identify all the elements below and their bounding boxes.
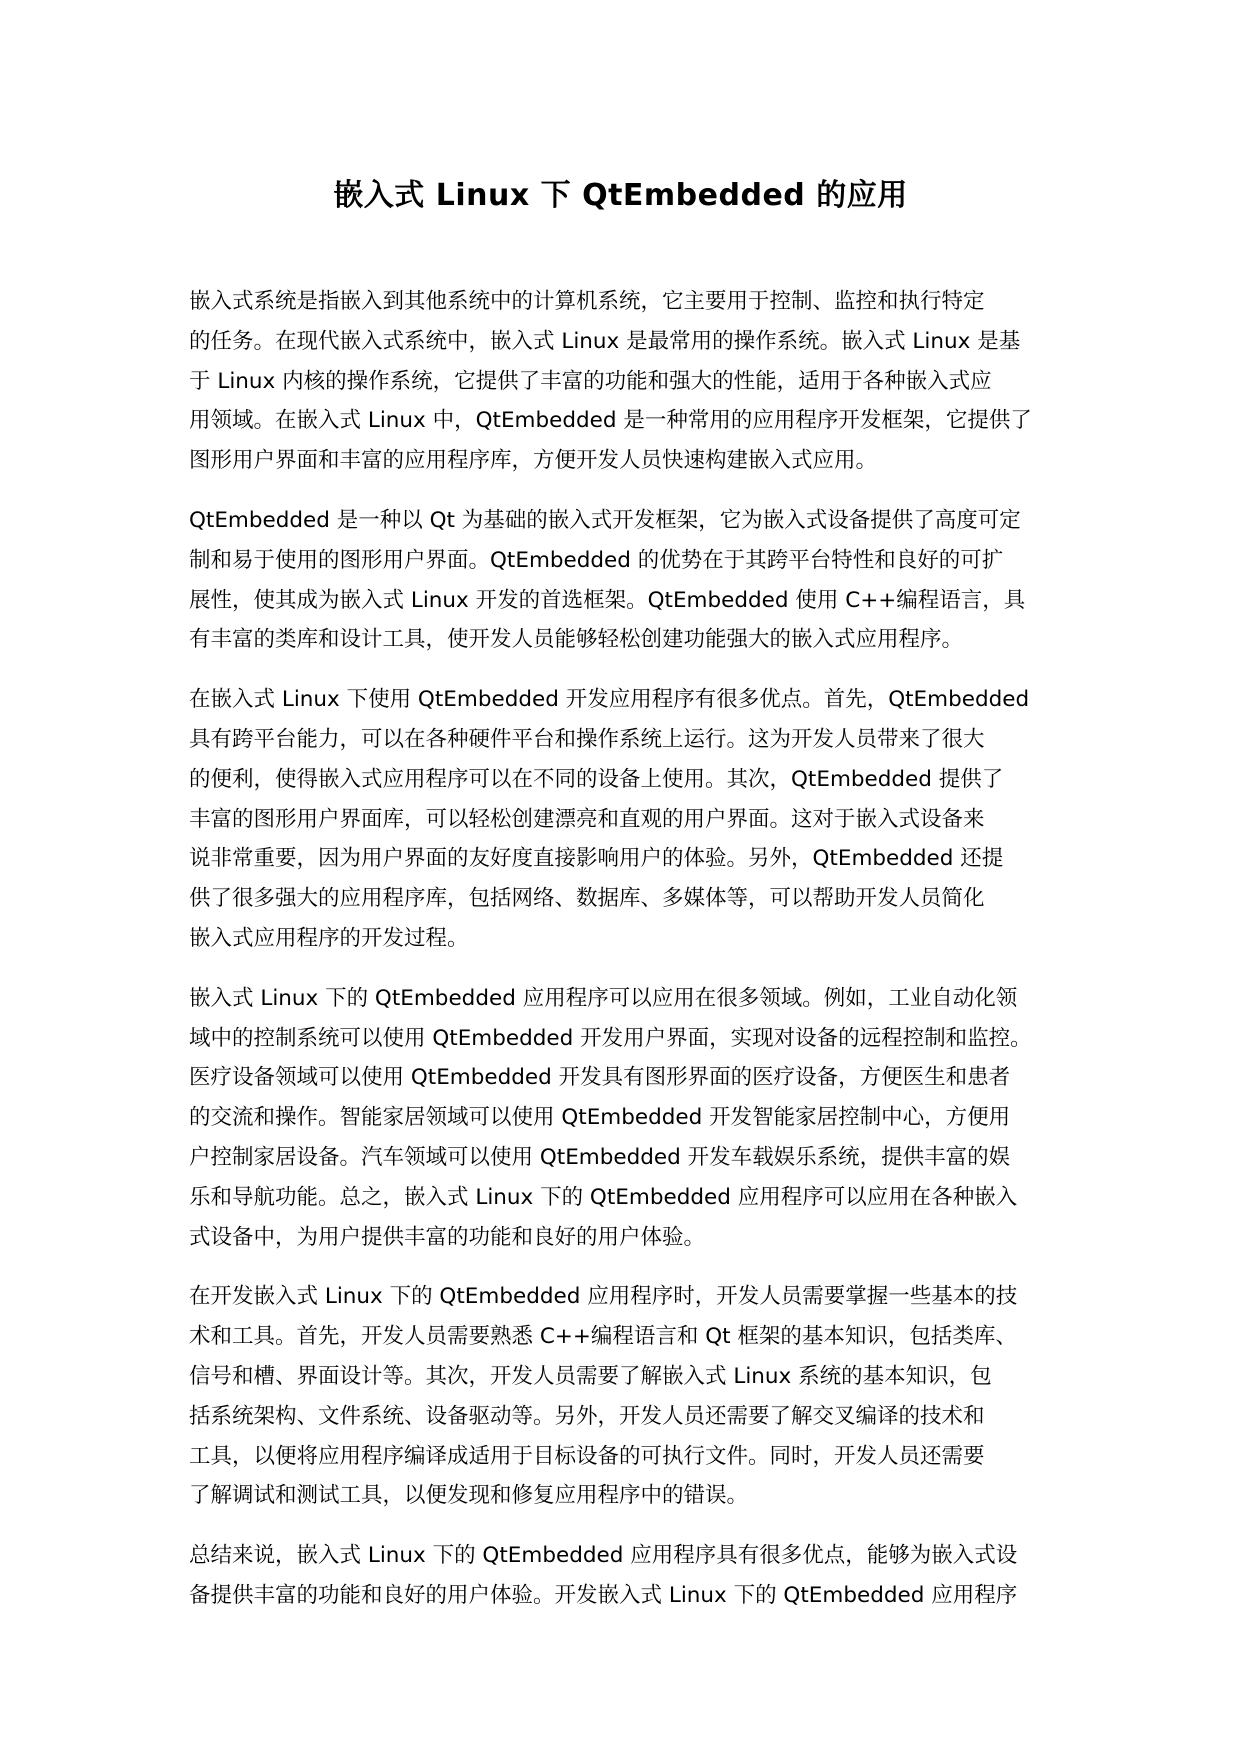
paragraph-line: 供了很多强大的应用程序库，包括网络、数据库、多媒体等，可以帮助开发人员简化 <box>189 886 985 912</box>
paragraph-line: 医疗设备领域可以使用 QtEmbedded 开发具有图形界面的医疗设备，方便医生和患者 <box>189 1065 1011 1091</box>
paragraph-line: 乐和导航功能。总之，嵌入式 Linux 下的 QtEmbedded 应用程序可以应用在各种嵌入 <box>189 1184 1018 1210</box>
paragraph-line: 总结来说，嵌入式 Linux 下的 QtEmbedded 应用程序具有很多优点，能够为嵌入式设 <box>189 1543 1018 1569</box>
paragraph-line: QtEmbedded 是一种以 Qt 为基础的嵌入式开发框架，它为嵌入式设备提供了高度可定 <box>189 507 1021 533</box>
paragraph-line: 嵌入式系统是指嵌入到其他系统中的计算机系统，它主要用于控制、监控和执行特定 <box>189 289 985 314</box>
paragraph-line: 式设备中，为用户提供丰富的功能和良好的用户体验。 <box>189 1224 706 1250</box>
paragraph-line: 展性，使其成为嵌入式 Linux 开发的首选框架。QtEmbedded 使用 C++编程语言，具 <box>189 587 1026 613</box>
paragraph-line: 用领域。在嵌入式 Linux 中，QtEmbedded 是一种常用的应用程序开发框架，它提供了 <box>189 408 1032 434</box>
paragraph-advantages <box>189 680 1069 959</box>
document-title: 嵌入式 Linux 下 QtEmbedded 的应用 <box>333 178 908 213</box>
paragraph-line: 有丰富的类库和设计工具，使开发人员能够轻松创建功能强大的嵌入式应用程序。 <box>189 627 964 653</box>
paragraph-line: 了解调试和测试工具，以便发现和修复应用程序中的错误。 <box>189 1483 749 1509</box>
paragraph-line: 在开发嵌入式 Linux 下的 QtEmbedded 应用程序时，开发人员需要掌握一些基本的技 <box>189 1284 1018 1310</box>
paragraph-line: 的便利，使得嵌入式应用程序可以在不同的设备上使用。其次，QtEmbedded 提供了 <box>189 766 1004 792</box>
paragraph-summary <box>189 1536 1069 1616</box>
paragraph-line: 说非常重要，因为用户界面的友好度直接影响用户的体验。另外，QtEmbedded 还提 <box>189 846 1004 872</box>
paragraph-application-fields <box>189 979 1069 1258</box>
paragraph-line: 具有跨平台能力，可以在各种硬件平台和操作系统上运行。这为开发人员带来了很大 <box>189 726 985 752</box>
paragraph-line: 在嵌入式 Linux 下使用 QtEmbedded 开发应用程序有很多优点。首先，QtEmbedded <box>189 687 1030 713</box>
paragraph-line: 信号和槽、界面设计等。其次，开发人员需要了解嵌入式 Linux 系统的基本知识，包 <box>189 1363 992 1389</box>
paragraph-line: 丰富的图形用户界面库，可以轻松创建漂亮和直观的用户界面。这对于嵌入式设备来 <box>189 806 985 832</box>
paragraph-line: 嵌入式 Linux 下的 QtEmbedded 应用程序可以应用在很多领域。例如，工业自动化领 <box>189 985 1018 1011</box>
paragraph-line: 域中的控制系统可以使用 QtEmbedded 开发用户界面，实现对设备的远程控制和监控。 <box>189 1025 1032 1051</box>
paragraph-qtembedded-overview <box>189 501 1069 660</box>
paragraph-line: 户控制家居设备。汽车领域可以使用 QtEmbedded 开发车载娱乐系统，提供丰富的娱 <box>189 1144 1011 1170</box>
paragraph-line: 括系统架构、文件系统、设备驱动等。另外，开发人员还需要了解交叉编译的技术和 <box>189 1403 985 1429</box>
paragraph-line: 备提供丰富的功能和良好的用户体验。开发嵌入式 Linux 下的 QtEmbedded 应用程序 <box>189 1582 1018 1608</box>
paragraph-required-skills <box>189 1277 1069 1516</box>
paragraph-line: 图形用户界面和丰富的应用程序库，方便开发人员快速构建嵌入式应用。 <box>189 448 878 474</box>
paragraph-line: 术和工具。首先，开发人员需要熟悉 C++编程语言和 Qt 框架的基本知识，包括类库、 <box>189 1324 1017 1350</box>
paragraph-line: 的交流和操作。智能家居领域可以使用 QtEmbedded 开发智能家居控制中心，方便用 <box>189 1105 1011 1131</box>
paragraph-intro <box>189 282 1069 481</box>
paragraph-line: 于 Linux 内核的操作系统，它提供了丰富的功能和强大的性能，适用于各种嵌入式应 <box>189 368 992 394</box>
paragraph-line: 制和易于使用的图形用户界面。QtEmbedded 的优势在于其跨平台特性和良好的可扩 <box>189 547 1004 573</box>
paragraph-line: 工具，以便将应用程序编译成适用于目标设备的可执行文件。同时，开发人员还需要 <box>189 1443 985 1469</box>
document-body <box>189 282 1069 1636</box>
paragraph-line: 的任务。在现代嵌入式系统中，嵌入式 Linux 是最常用的操作系统。嵌入式 Linux 是基 <box>189 328 1021 354</box>
paragraph-line: 嵌入式应用程序的开发过程。 <box>189 925 469 951</box>
